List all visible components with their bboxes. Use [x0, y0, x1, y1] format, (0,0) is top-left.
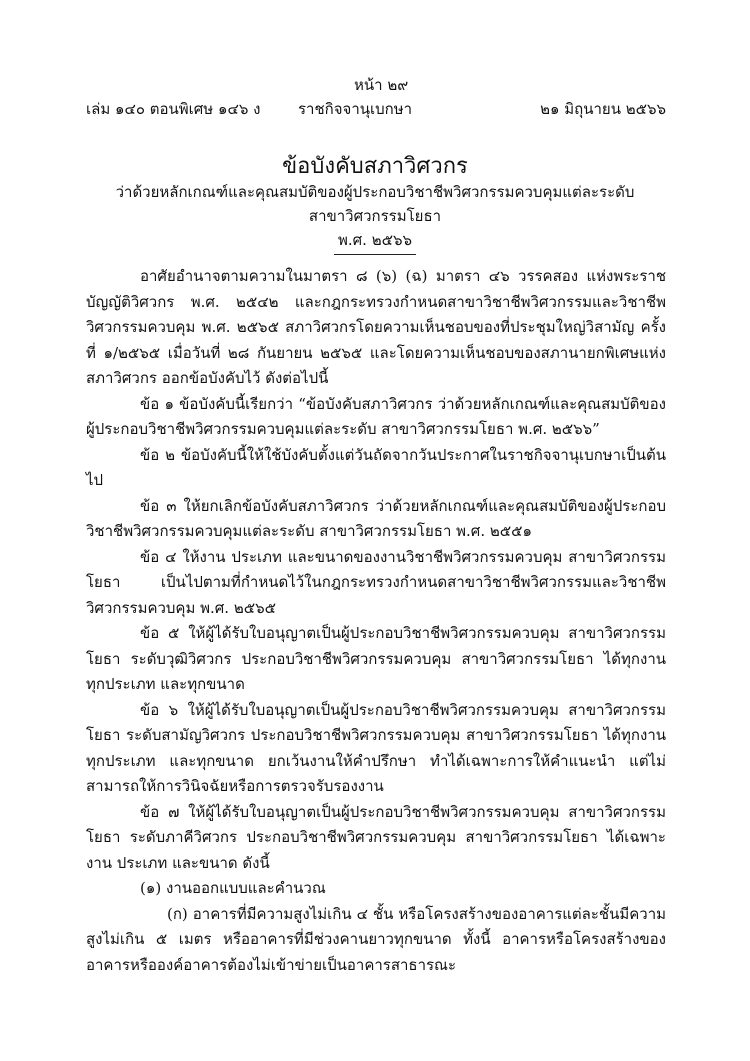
- document-body: [86, 264, 666, 978]
- clause-7-item-1: (๑) งานออกแบบและคำนวณ: [140, 879, 326, 897]
- clause-7: ข้อ ๗ ให้ผู้ได้รับใบอนุญาตเป็นผู้ประกอบวิชาชีพวิศวกรรมควบคุม สาขาวิศวกรรมโยธา ระดับภาคีวิศวกร ประกอบวิชาชีพวิศวกรรมควบคุม สาขาวิศวกรรมโยธา ได้เฉพาะงาน ประเภท และขนาด ดังนี้: [86, 802, 666, 872]
- clause-5: ข้อ ๕ ให้ผู้ได้รับใบอนุญาตเป็นผู้ประกอบวิชาชีพวิศวกรรมควบคุม สาขาวิศวกรรมโยธา ระดับวุฒิวิศวกร ประกอบวิชาชีพวิศวกรรมควบคุม สาขาวิศวกรรมโยธา ได้ทุกงาน ทุกประเภท และทุกขนาด: [86, 624, 666, 693]
- document-year: พ.ศ. ๒๕๖๖: [338, 231, 412, 249]
- preamble-paragraph: อาศัยอำนาจตามความในมาตรา ๘ (๖) (ฉ) มาตรา ๔๖ วรรคสอง แห่งพระราชบัญญัติวิศวกร พ.ศ. ๒๕๔๒ และกฎกระทรวงกำหนดสาขาวิชาชีพวิศวกรรมและวิชาชีพวิศวกรรมควบคุม พ.ศ. ๒๕๖๕ สภาวิศวกรโดยความเห็นชอบของที่ประชุมใหญ่วิสามัญ ครั้งที่ ๑/๒๕๖๕ เมื่อวันที่ ๒๘ กันยายน ๒๕๖๕ และโดยความเห็นชอบของสภานายกพิเศษแห่งสภาวิศวกร ออกข้อบังคับไว้ ดังต่อไปนี้: [86, 267, 666, 387]
- document-subtitle: ว่าด้วยหลักเกณฑ์และคุณสมบัติของผู้ประกอบวิชาชีพวิศวกรรมควบคุมแต่ละระดับ: [115, 183, 635, 201]
- clause-4: ข้อ ๔ ให้งาน ประเภท และขนาดของงานวิชาชีพวิศวกรรมควบคุม สาขาวิศวกรรมโยธา เป็นไปตามที่กำหนดไว้ในกฎกระทรวงกำหนดสาขาวิชาชีพวิศวกรรมและวิชาชีพวิศวกรรมควบคุม พ.ศ. ๒๕๖๕: [86, 547, 666, 617]
- clause-1: ข้อ ๑ ข้อบังคับนี้เรียกว่า “ข้อบังคับสภาวิศวกร ว่าด้วยหลักเกณฑ์และคุณสมบัติของผู้ประกอบวิชาชีพวิศวกรรมควบคุมแต่ละระดับ สาขาวิศวกรรมโยธา พ.ศ. ๒๕๖๖”: [86, 394, 666, 438]
- clause-3: ข้อ ๓ ให้ยกเลิกข้อบังคับสภาวิศวกร ว่าด้วยหลักเกณฑ์และคุณสมบัติของผู้ประกอบวิชาชีพวิศวกรรมควบคุมแต่ละระดับ สาขาวิศวกรรมโยธา พ.ศ. ๒๕๕๑: [86, 496, 666, 540]
- page-number: หน้า ๒๙: [354, 76, 409, 94]
- clause-2: ข้อ ๒ ข้อบังคับนี้ให้ใช้บังคับตั้งแต่วันถัดจากวันประกาศในราชกิจจานุเบกษาเป็นต้นไป: [86, 445, 666, 489]
- clause-6: ข้อ ๖ ให้ผู้ได้รับใบอนุญาตเป็นผู้ประกอบวิชาชีพวิศวกรรมควบคุม สาขาวิศวกรรมโยธา ระดับสามัญวิศวกร ประกอบวิชาชีพวิศวกรรมควบคุม สาขาวิศวกรรมโยธา ได้ทุกงาน ทุกประเภท และทุกขนาด ยกเว้นงานให้คำปรึกษา ทำได้เฉพาะการให้คำแนะนำ แต่ไม่สามารถให้การวินิจฉัยหรือการตรวจรับรองงาน: [86, 700, 666, 795]
- publication-name: ราชกิจจานุเบกษา: [298, 100, 413, 118]
- document-title: ข้อบังคับสภาวิศวกร: [282, 154, 468, 179]
- clause-7-item-1a: (ก) อาคารที่มีความสูงไม่เกิน ๔ ชั้น หรือโครงสร้างของอาคารแต่ละชั้นมีความสูงไม่เกิน ๕ เมตร หรืออาคารที่มีช่วงคานยาวทุกขนาด ทั้งนี้ อาคารหรือโครงสร้างของอาคารหรือองค์อาคารต้องไม่เข้าข่ายเป็นอาคารสาธารณะ: [86, 904, 666, 974]
- volume-issue: เล่ม ๑๔๐ ตอนพิเศษ ๑๔๖ ง: [86, 100, 261, 118]
- publication-date: ๒๑ มิถุนายน ๒๕๖๖: [540, 100, 666, 118]
- document-subtitle-branch: สาขาวิศวกรรมโยธา: [308, 207, 442, 225]
- title-divider: [334, 254, 416, 255]
